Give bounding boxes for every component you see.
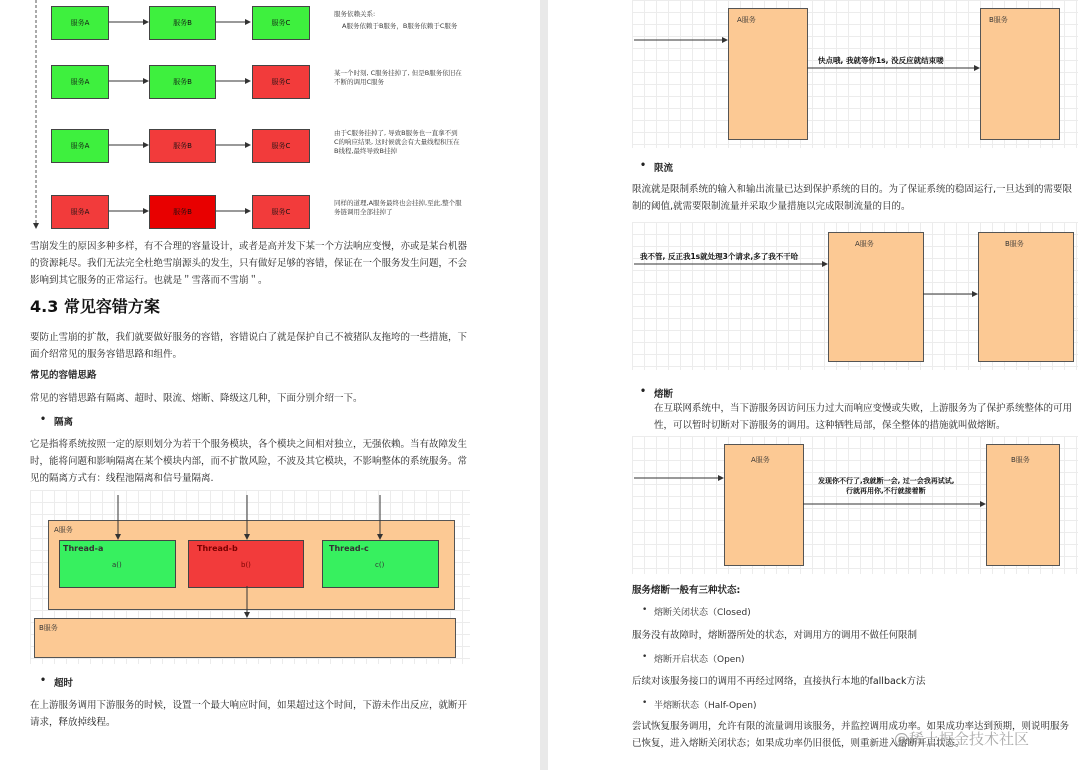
note-b-down-3: B线程,最终导致B挂掉 [334,147,397,155]
left-page [0,0,540,770]
service-a-label: A服务 [54,526,73,534]
thread-c-call: c() [375,561,385,569]
service-c-box: 服务C [252,195,310,229]
service-a-box: 服务A [51,6,109,40]
state-closed-desc: 服务没有故障时，熔断器所处的状态，对调用方的调用不做任何限制 [632,630,918,641]
note-a-down-2: 务链调用全部挂掉了 [334,208,393,216]
bullet-timeout: • 超时 [54,675,73,689]
breaker-diagram [632,436,1078,574]
note-dependency: A服务依赖于B服务，B服务依赖于C服务 [342,22,458,30]
bullet-ratelimit: • 限流 [654,160,673,174]
state-half-open: • 半熔断状态（Half-Open) [654,698,757,711]
timeout-arrows [632,0,1078,148]
timeout-label: 快点哦, 我就等你1s, 没反应就结束喽 [818,56,944,65]
timeout-service-b-label: B服务 [989,16,1008,24]
isolation-paragraph: 它是指将系统按照一定的原则划分为若干个服务模块，各个模块之间相对独立，无强依赖。当有故障发生时，能将问题和影响隔离在某个模块内部，而不扩散风险，不波及其它模块，不影响整体的系统服务。常见的隔离方式有：线程池隔离和信号量隔离. [30,439,468,484]
thread-isolation-diagram [30,490,470,664]
fault-tolerance-intro: 要防止雪崩的扩散，我们就要做好服务的容错，容错说白了就是保护自己不被猪队友拖垮的一些措施，下面介绍常见的服务容错思路和组件。 [30,332,468,360]
note-c-down-1: 某一个时刻, C服务挂掉了, 但是B服务依旧在 [334,69,462,77]
service-a-box: 服务A [51,65,109,99]
service-b-label: B服务 [39,624,58,632]
state-open: • 熔断开启状态（Open) [654,652,745,665]
thread-b-name: Thread-b [197,544,238,553]
thread-c-name: Thread-c [329,544,369,553]
thread-b-call: b() [241,561,251,569]
breaker-label-1: 发现你不行了,我就断一会, 过一会我再试试, [818,477,955,485]
breaker-label-2: 行就再用你,不行就接着断 [846,487,926,495]
service-b-box: 服务B [149,65,216,99]
note-c-down-2: 不断的调用C服务 [334,78,385,86]
isolation-arrows [30,490,470,664]
breaker-service-a-label: A服务 [751,456,770,464]
state-half-open-desc: 尝试恢复服务调用，允许有限的流量调用该服务，并监控调用成功率。如果成功率达到预期，则说明服务已恢复，进入熔断关闭状态；如果成功率仍旧很低，则重新进入熔断开启状态。 [632,721,1070,749]
timeout-service-a-label: A服务 [737,16,756,24]
note-b-down-1: 由于C服务挂掉了, 导致B服务也一直拿不到 [334,129,458,137]
breaker-arrows [632,436,1078,574]
note-dependency-title: 服务依赖关系: [334,10,376,18]
thread-a-call: a() [112,561,122,569]
service-a-box: 服务A [51,195,109,229]
service-b-box: 服务B [149,195,216,229]
breaker-paragraph: 在互联网系统中，当下游服务因访问压力过大而响应变慢或失败，上游服务为了保护系统整体的可用性，可以暂时切断对下游服务的调用。这种牺牲局部，保全整体的措施就叫做熔断。 [654,403,1073,431]
ratelimit-arrows [632,222,1078,370]
service-a-box: 服务A [51,129,109,163]
right-page [548,0,1089,770]
ratelimit-diagram [632,222,1078,370]
bullet-isolation: • 隔离 [54,414,73,428]
note-a-down-1: 同样的道理,A服务最终也会挂掉,至此,整个服 [334,199,462,207]
state-closed: • 熔断关闭状态（Closed) [654,605,751,618]
breaker-states-heading: 服务熔断一般有三种状态: [632,585,741,596]
avalanche-cause-paragraph: 雪崩发生的原因多种多样，有不合理的容量设计，或者是高并发下某一个方法响应变慢，亦或是某台机器的资源耗尽。我们无法完全杜绝雪崩源头的发生，只有做好足够的容错，保证在一个服务发生问题，不会影响到其它服务的正常运行。也就是＂雪落而不雪崩＂。 [30,241,468,286]
avalanche-diagram [0,0,540,232]
note-b-down-2: C的响应结果, 这时候就会有大量线程积压在 [334,138,460,146]
service-b-box: 服务B [149,6,216,40]
timeout-paragraph: 在上游服务调用下游服务的时候，设置一个最大响应时间，如果超过这个时间，下游未作出反应，就断开请求，释放掉线程。 [30,700,468,728]
ratelimit-service-a-label: A服务 [855,240,874,248]
ratelimit-service-b-label: B服务 [1005,240,1024,248]
service-c-box: 服务C [252,6,310,40]
thread-a-name: Thread-a [63,544,104,553]
ratelimit-paragraph: 限流就是限制系统的输入和输出流量已达到保护系统的目的。为了保证系统的稳固运行,一旦达到的需要限制的阈值,就需要限制流量并采取少量措施以完成限制流量的目的。 [632,184,1073,212]
breaker-service-b-label: B服务 [1011,456,1030,464]
ideas-paragraph: 常见的容错思路有隔离、超时、限流、熔断、降级这几种，下面分别介绍一下。 [30,393,363,404]
service-c-box: 服务C [252,129,310,163]
subheading-ideas: 常见的容错思路 [30,370,97,381]
service-b-box: 服务B [149,129,216,163]
timeout-diagram [632,0,1078,148]
bullet-breaker: • 熔断 [654,386,673,400]
state-open-desc: 后续对该服务接口的调用不再经过网络，直接执行本地的fallback方法 [632,676,926,687]
section-heading: 4.3 常见容错方案 [30,297,160,316]
service-c-box: 服务C [252,65,310,99]
watermark: @稀土掘金技术社区 [894,730,1030,748]
ratelimit-label: 我不管, 反正我1s就处理3个请求,多了我不干哈 [640,252,799,261]
